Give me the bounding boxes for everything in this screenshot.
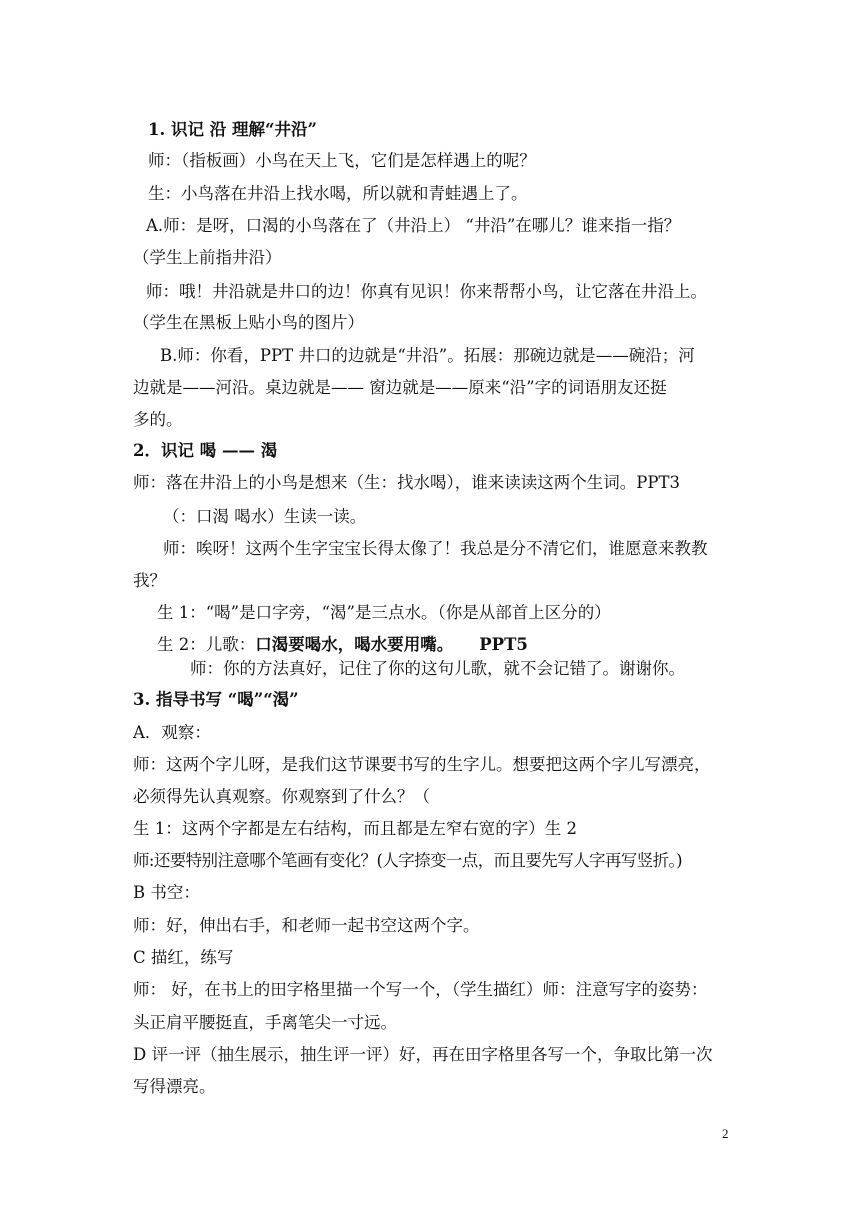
text-line: A.师：是呀，口渴的小鸟落在了（井沿上） “井沿”在哪儿？谁来指一指？ xyxy=(146,216,681,235)
heading-1: 1. 识记 沿 理解“井沿” xyxy=(148,120,317,139)
heading-3: 3. 指导书写 “喝”“渴” xyxy=(133,690,299,709)
text-line: C 描红，练写 xyxy=(133,948,234,967)
ppt-reference: PPT5 xyxy=(479,635,528,654)
page-number: 2 xyxy=(722,1126,729,1141)
text-line: 边就是——河沿。桌边就是—— 窗边就是——原来“沿”字的词语朋友还挺 xyxy=(133,378,667,397)
text-line: B.师：你看，PPT 井口的边就是“井沿”。拓展：那碗边就是——碗沿；河 xyxy=(160,346,695,365)
text-line: 师：你的方法真好，记住了你的这句儿歌，就不会记错了。谢谢你。 xyxy=(190,659,685,678)
text-line: （：口渴 喝水）生读一读。 xyxy=(163,507,367,526)
rhyme-label: 生 2：儿歌： xyxy=(157,635,256,654)
text-line: A．观察： xyxy=(133,723,211,742)
text-line: 师：好，伸出右手，和老师一起书空这两个字。 xyxy=(133,916,480,935)
text-line: 师：这两个字儿呀，是我们这节课要书写的生字儿。想要把这两个字儿写漂亮， xyxy=(133,755,711,774)
text-line: D 评一评（抽生展示，抽生评一评）好，再在田字格里各写一个，争取比第一次 xyxy=(133,1045,713,1064)
text-line: 生 1：“喝”是口字旁，“渴”是三点水。（你是从部首上区分的） xyxy=(157,603,611,622)
text-line: 师：唉呀！这两个生字宝宝长得太像了！我总是分不清它们，谁愿意来教教 xyxy=(163,539,708,558)
text-line: 必须得先认真观察。你观察到了什么？（ xyxy=(133,787,430,806)
text-line: 师：哦！井沿就是井口的边！你真有见识！你来帮帮小鸟，让它落在井沿上。 xyxy=(146,282,707,301)
text-line: 我？ xyxy=(133,571,166,590)
text-line: 头正肩平腰挺直，手离笔尖一寸远。 xyxy=(133,1013,397,1032)
text-line: 师:还要特别注意哪个笔画有变化？(人字捺变一点，而且要先写人字再写竖折。) xyxy=(133,851,682,870)
text-line: B 书空： xyxy=(133,883,200,902)
text-line: （学生在黑板上贴小鸟的图片） xyxy=(133,313,364,332)
text-line: 生：小鸟落在井沿上找水喝，所以就和青蛙遇上了。 xyxy=(148,184,528,203)
text-line: 师：落在井沿上的小鸟是想来（生：找水喝），谁来读读这两个生词。PPT3 xyxy=(133,473,680,492)
heading-2: 2．识记 喝 —— 渴 xyxy=(133,441,278,460)
rhyme-text: 口渴要喝水，喝水要用嘴。 xyxy=(255,635,454,654)
text-line: （学生上前指井沿） xyxy=(133,248,282,267)
text-line: 生 1：这两个字都是左右结构，而且都是左窄右宽的字）生 2 xyxy=(133,819,577,838)
text-line: 写得漂亮。 xyxy=(133,1077,216,1096)
text-line: 师：（指板画）小鸟在天上飞，它们是怎样遇上的呢？ xyxy=(148,151,536,170)
text-line: 师： 好，在书上的田字格里描一个写一个，（学生描红）师：注意写字的姿势： xyxy=(133,980,708,999)
text-line xyxy=(157,634,528,656)
text-line: 多的。 xyxy=(133,410,183,429)
